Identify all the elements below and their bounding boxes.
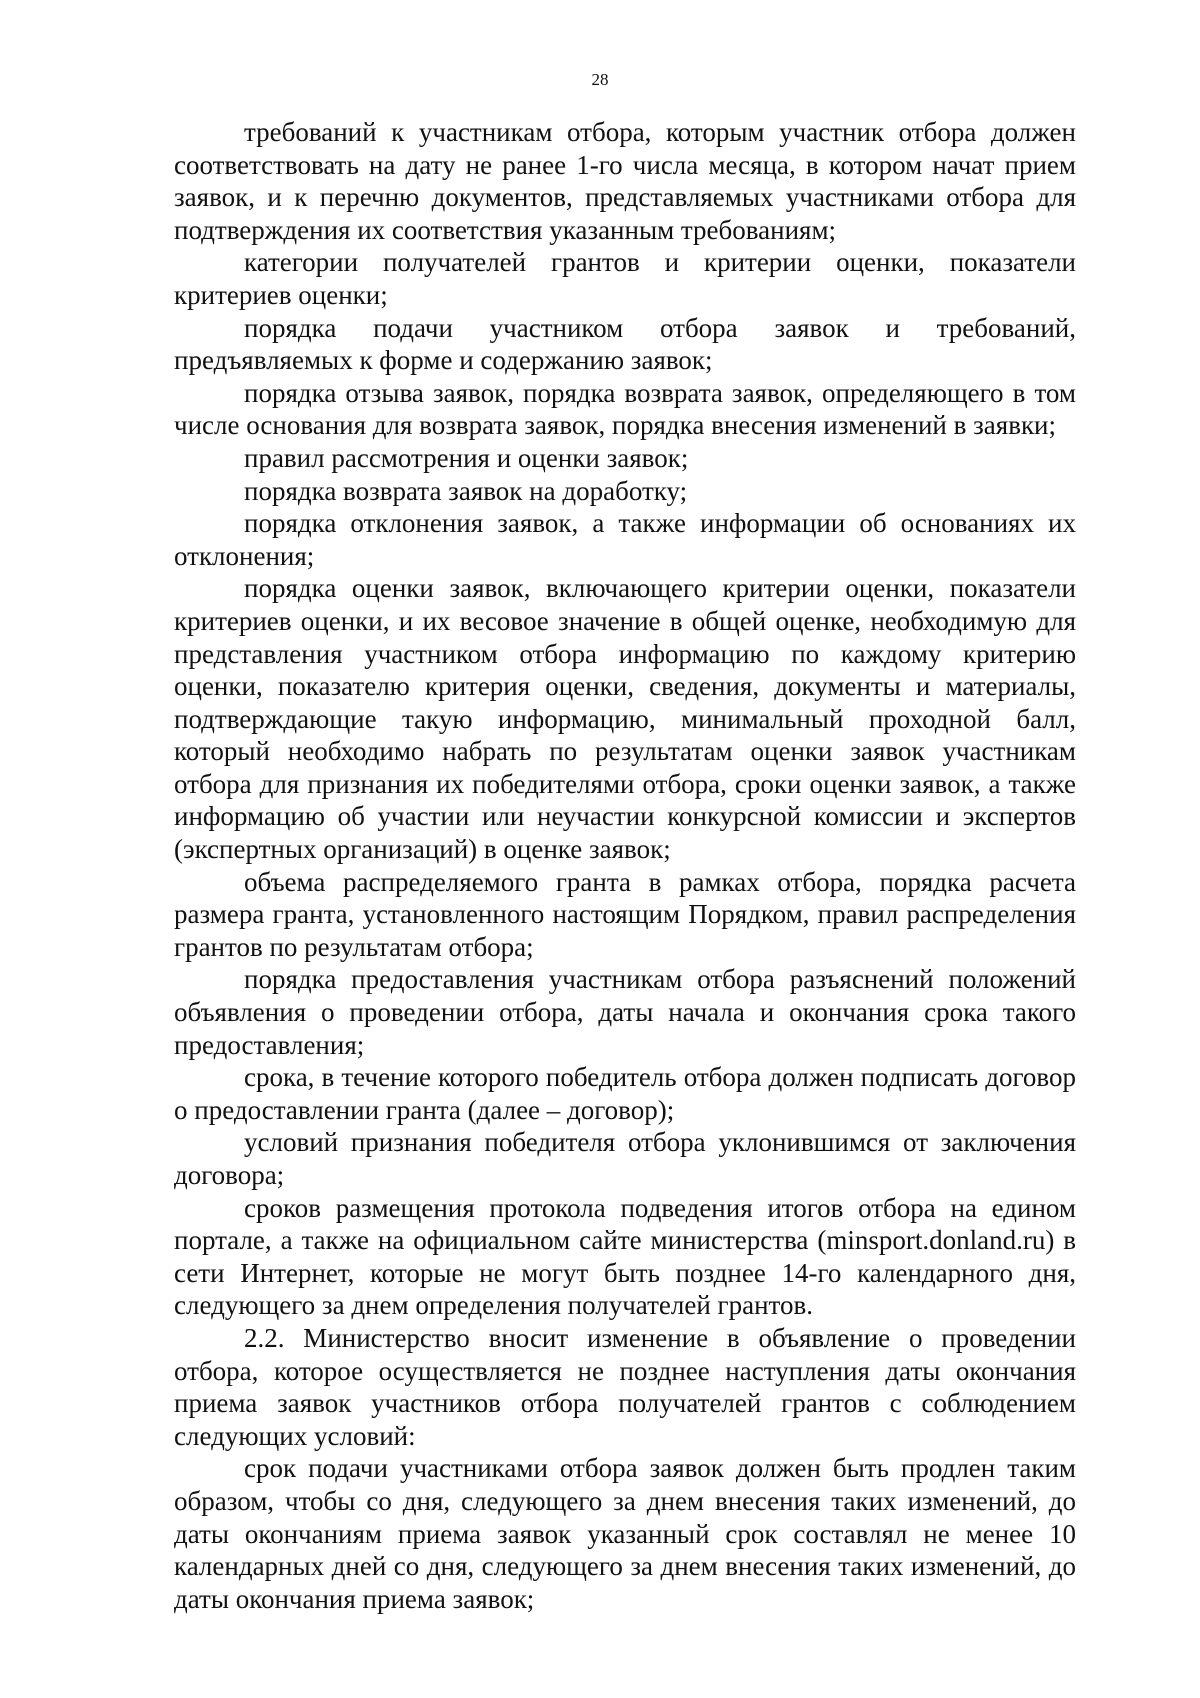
paragraph-evasion-conditions: условий признания победителя отбора уклонившимся от заключения договора; [174, 1127, 1076, 1190]
paragraph-categories: категории получателей грантов и критерии оценки, показатели критериев оценки; [174, 247, 1076, 310]
paragraph-review-rules: правил рассмотрения и оценки заявок; [244, 442, 689, 473]
paragraph-contract-term: срока, в течение которого победитель отбора должен подписать договор о предоставлении гранта (далее – договор); [174, 1062, 1076, 1125]
paragraph-withdrawal-order: порядка отзыва заявок, порядка возврата заявок, определяющего в том числе основания для возврата заявок, порядка внесения изменений в заявки; [174, 377, 1076, 441]
paragraph-evaluation-order: порядка оценки заявок, включающего критерии оценки, показатели критериев оценки, и их весовое значение в общей оценке, необходимую для представления участником отбора информацию по каждому критерию оценки, показателю критерия оценки, сведения, документы и материалы, подтверждающие такую информацию, минимальный проходной балл, который необходимо набрать по результатам оценки заявок участникам отбора для признания их победителями отбора, сроки оценки заявок, а также информацию об участии или неучастии конкурсной комиссии и экспертов (экспертных организаций) в оценке заявок; [174, 573, 1076, 865]
document-body [174, 116, 1076, 1615]
paragraph-section-2-2: 2.2. Министерство вносит изменение в объявление о проведении отбора, которое осуществляется не позднее наступления даты окончания приема заявок участников отбора получателей грантов с соблюдением следующих условий: [174, 1322, 1076, 1451]
paragraph-clarifications: порядка предоставления участникам отбора разъяснений положений объявления о проведении отбора, даты начала и окончания срока такого предоставления; [174, 964, 1076, 1060]
page-number: 28 [591, 70, 609, 89]
paragraph-deadline-extension: срок подачи участниками отбора заявок должен быть продлен таким образом, чтобы со дня, следующего за днем внесения таких изменений, до даты окончаниям приема заявок указанный срок составлял не менее 10 календарных дней со дня, следующего за днем внесения таких изменений, до даты окончания приема заявок; [174, 1453, 1076, 1614]
paragraph-return-for-revision: порядка возврата заявок на доработку; [244, 475, 688, 506]
paragraph-rejection-order: порядка отклонения заявок, а также информации об основаниях их отклонения; [174, 508, 1076, 571]
paragraph-grant-volume: объема распределяемого гранта в рамках отбора, порядка расчета размера гранта, установленного настоящим Порядком, правил распределения грантов по результатам отбора; [174, 866, 1076, 962]
paragraph-protocol-deadlines: сроков размещения протокола подведения итогов отбора на едином портале, а также на официальном сайте министерства (minsport.donland.ru) в сети Интернет, которые не могут быть позднее 14-го календарного дня, следующего за днем определения получателей грантов. [174, 1192, 1076, 1321]
paragraph-submission-order: порядка подачи участником отбора заявок и требований, предъявляемых к форме и содержанию заявок; [174, 312, 1076, 376]
paragraph-requirements: требований к участникам отбора, которым участник отбора должен соответствовать на дату не ранее 1-го числа месяца, в котором начат прием заявок, и к перечню документов, представляемых участниками отбора для подтверждения их соответствия указанным требованиям; [174, 117, 1076, 245]
